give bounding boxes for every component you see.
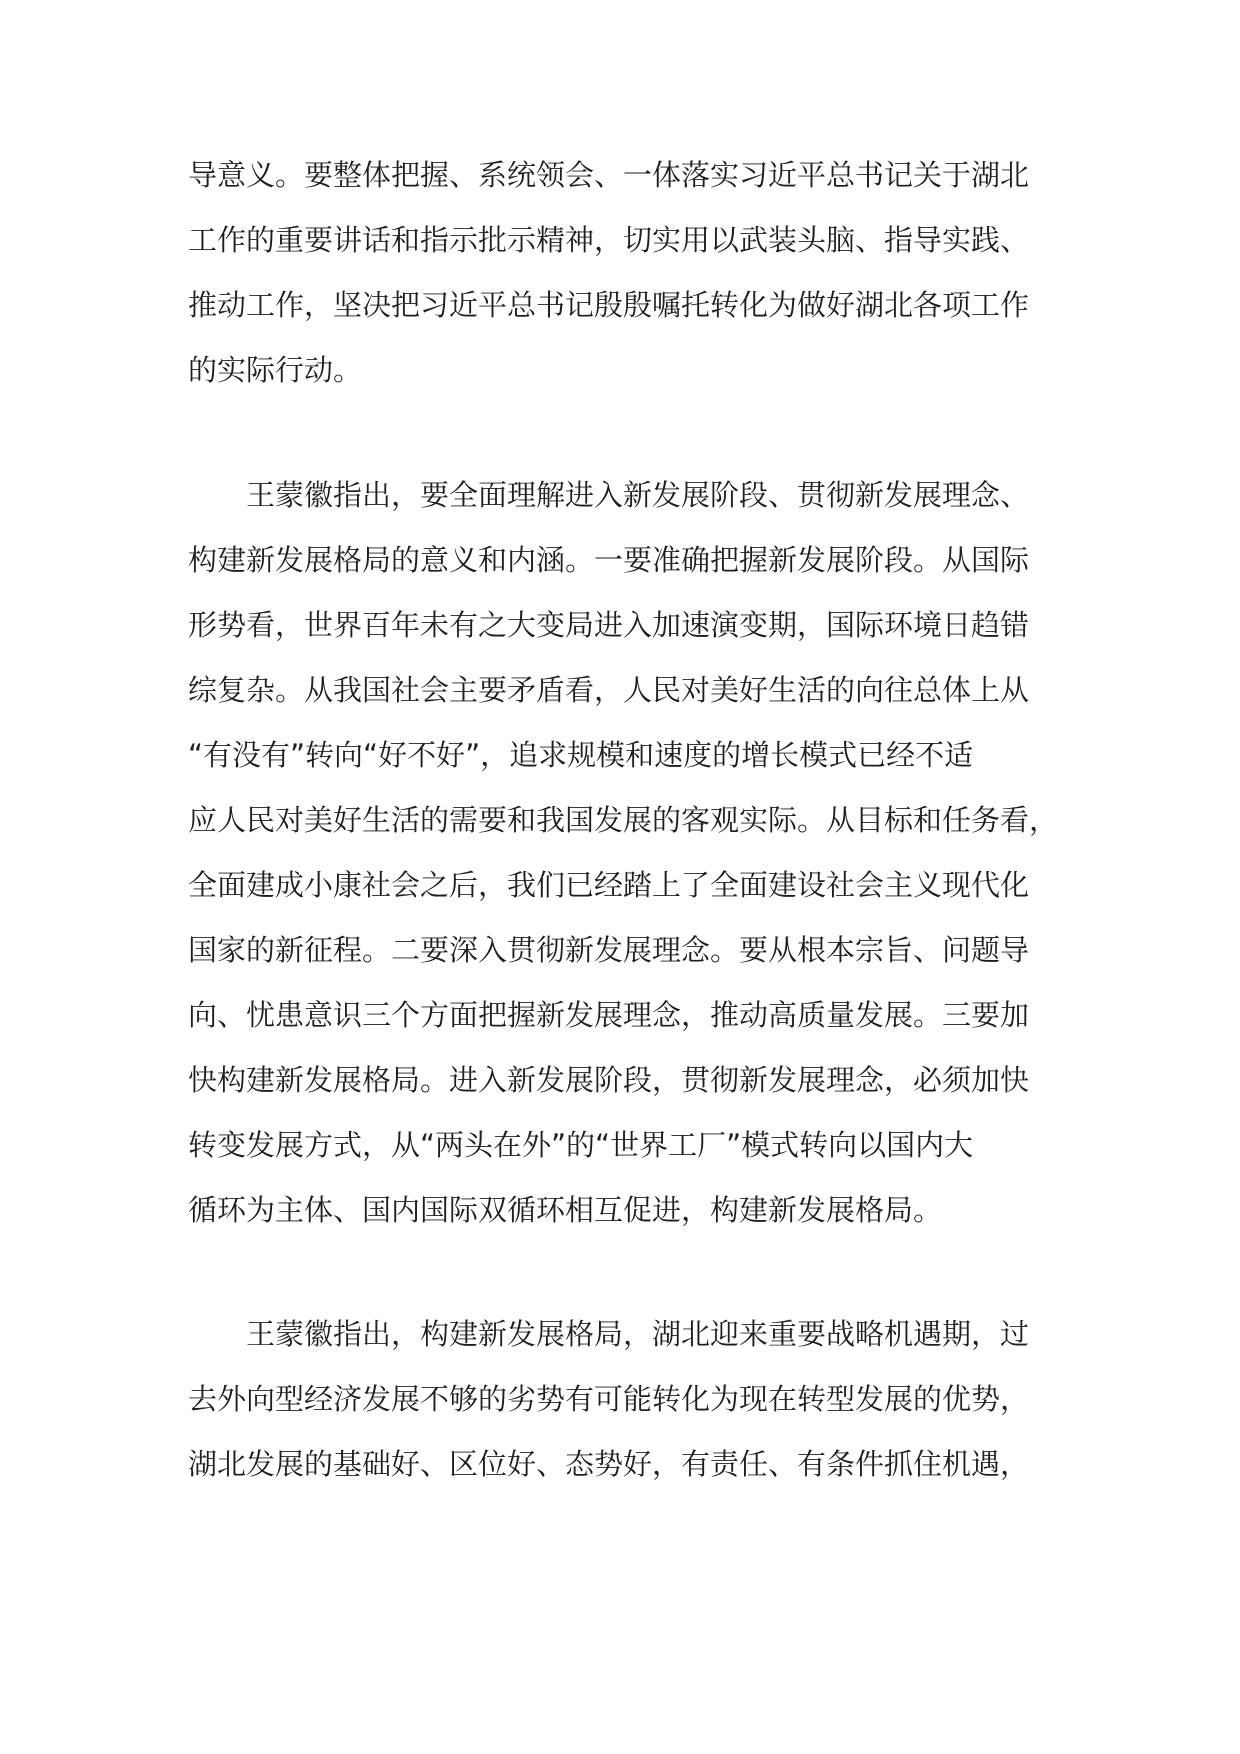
paragraph-2 (188, 463, 1068, 1243)
paragraph-2-line-5: “有没有”转向“好不好”，追求规模和速度的增长模式已经不适 (188, 738, 974, 772)
paragraph-2-line-8: 国家的新征程。二要深入贯彻新发展理念。要从根本宗旨、问题导 (188, 933, 1030, 967)
paragraph-3 (188, 1302, 1068, 1497)
paragraph-2-line-4: 综复杂。从我国社会主要矛盾看，人民对美好生活的向往总体上从 (188, 673, 1030, 707)
paragraph-3-line-3: 湖北发展的基础好、区位好、态势好，有责任、有条件抓住机遇， (188, 1447, 1030, 1481)
paragraph-2-line-10: 快构建新发展格局。进入新发展阶段，贯彻新发展理念，必须加快 (188, 1063, 1030, 1097)
paragraph-2-line-11: 转变发展方式，从“两头在外”的“世界工厂”模式转向以国内大 (188, 1128, 974, 1162)
paragraph-2-line-9: 向、忧患意识三个方面把握新发展理念，推动高质量发展。三要加 (188, 998, 1030, 1032)
paragraph-2-line-3: 形势看，世界百年未有之大变局进入加速演变期，国际环境日趋错 (188, 608, 1030, 642)
paragraph-2-line-7: 全面建成小康社会之后，我们已经踏上了全面建设社会主义现代化 (188, 868, 1030, 902)
paragraph-2-line-1: 王蒙徽指出，要全面理解进入新发展阶段、贯彻新发展理念、 (246, 478, 1030, 512)
paragraph-1-line-3: 推动工作，坚决把习近平总书记殷殷嘱托转化为做好湖北各项工作 (188, 288, 1030, 322)
paragraph-2-line-2: 构建新发展格局的意义和内涵。一要准确把握新发展阶段。从国际 (188, 543, 1030, 577)
paragraph-2-line-12: 循环为主体、国内国际双循环相互促进，构建新发展格局。 (188, 1193, 943, 1227)
paragraph-3-line-1: 王蒙徽指出，构建新发展格局，湖北迎来重要战略机遇期，过 (246, 1317, 1030, 1351)
paragraph-3-line-2: 去外向型经济发展不够的劣势有可能转化为现在转型发展的优势， (188, 1382, 1030, 1416)
paragraph-1 (188, 143, 1068, 403)
paragraph-1-line-1: 导意义。要整体把握、系统领会、一体落实习近平总书记关于湖北 (188, 158, 1030, 192)
paragraph-1-line-2: 工作的重要讲话和指示批示精神，切实用以武装头脑、指导实践、 (188, 223, 1030, 257)
paragraph-1-line-4: 的实际行动。 (188, 353, 363, 387)
paragraph-2-line-6: 应人民对美好生活的需要和我国发展的客观实际。从目标和任务看， (188, 803, 1059, 837)
